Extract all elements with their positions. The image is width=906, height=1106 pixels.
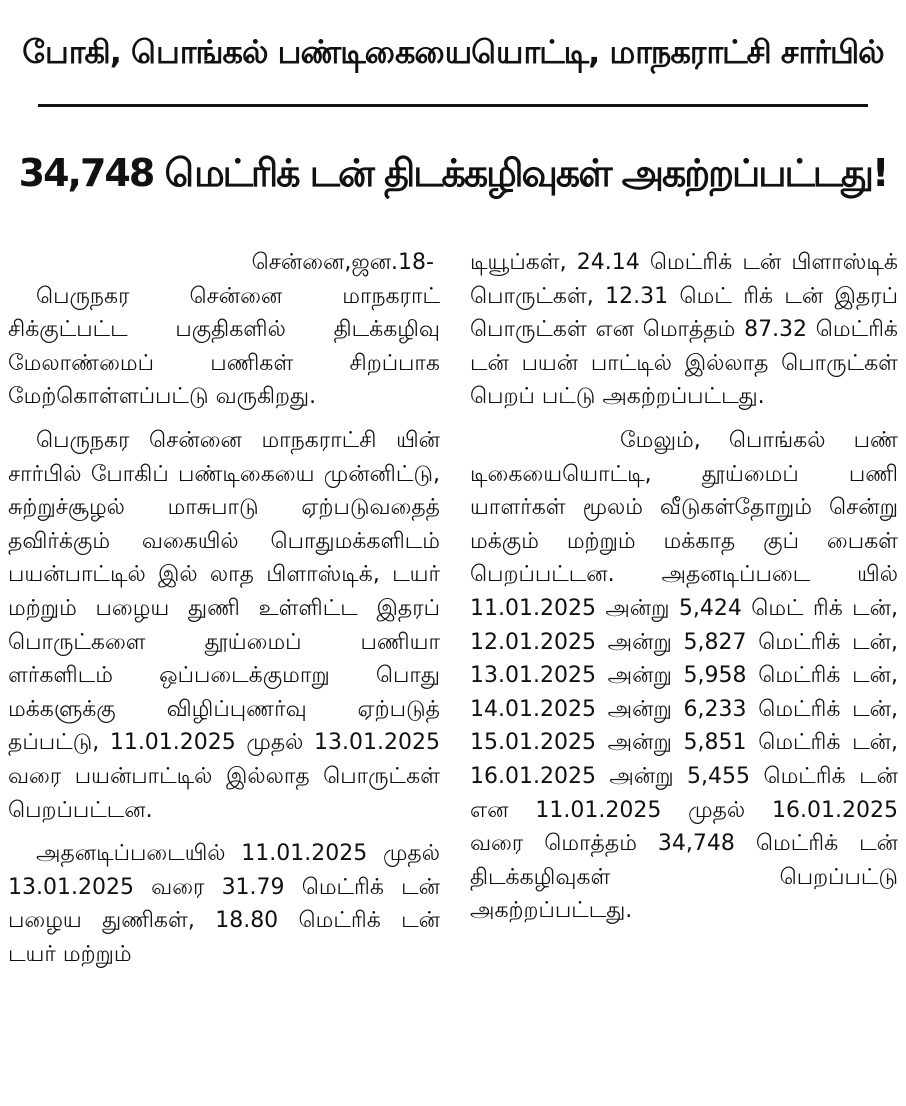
paragraph-3: அதனடிப்படையில் 11.01.2025 முதல் 13.01.2025 வரை 31.79 மெட்ரிக் டன் பழைய துணிகள், 18.80 மெட்ரிக் டன் டயர் மற்றும் <box>8 841 440 967</box>
left-column <box>8 246 440 971</box>
headline: 34,748 மெட்ரிக் டன் திடக்கழிவுகள் அகற்றப்பட்டது! <box>18 151 888 195</box>
separator-rule <box>38 104 868 107</box>
paragraph-1: பெருநகர சென்னை மாநகராட் சிக்குட்பட்ட பகுதிகளில் திடக்கழிவு மேலாண்மைப் பணிகள் சிறப்பாக மேற்கொள்ளப்பட்டு வருகிறது. <box>8 283 440 410</box>
paragraph-2: பெருநகர சென்னை மாநகராட்சி யின் சார்பில் போகிப் பண்டிகையை முன்னிட்டு, சுற்றுச்சூழல் மாசுபாடு ஏற்படுவதைத் தவிர்க்கும் வகையில் பொதுமக்களிடம் பயன்பாட்டில் இல் லாத பிளாஸ்டிக், டயர் மற்றும் பழைய துணி உள்ளிட்ட இதரப் பொருட்களை தூய்மைப் பணியா ளர்களிடம் ஒப்படைக்குமாறு பொது மக்களுக்கு விழிப்புணர்வு ஏற்படுத் தப்பட்டு, 11.01.2025 முதல் 13.01.2025 வரை பயன்பாட்டில் இல்லாத பொருட்கள் பெறப்பட்டன. <box>8 427 440 823</box>
paragraph-4: டியூப்கள், 24.14 மெட்ரிக் டன் பிளாஸ்டிக் பொருட்கள், 12.31 மெட் ரிக் டன் இதரப் பொருட்கள் என மொத்தம் 87.32 மெட்ரிக் டன் பயன் பாட்டில் இல்லாத பொருட்கள் பெறப் பட்டு அகற்றப்பட்டது. <box>470 250 898 410</box>
kicker-subheading: போகி, பொங்கல் பண்டிகையையொட்டி, மாநகராட்சி சார்பில் <box>22 33 884 71</box>
paragraph-5: மேலும், பொங்கல் பண் டிகையையொட்டி, தூய்மைப் பணி யாளர்கள் மூலம் வீடுகள்தோறும் சென்று மக்கும் மற்றும் மக்காத குப் பைகள் பெறப்பட்டன. அதனடிப்படை யில் 11.01.2025 அன்று 5,424 மெட் ரிக் டன், 12.01.2025 அன்று 5,827 மெட்ரிக் டன், 13.01.2025 அன்று 5,958 மெட்ரிக் டன், 14.01.2025 அன்று 6,233 மெட்ரிக் டன், 15.01.2025 அன்று 5,851 மெட்ரிக் டன், 16.01.2025 அன்று 5,455 மெட்ரிக் டன் என 11.01.2025 முதல் 16.01.2025 வரை மொத்தம் 34,748 மெட்ரிக் டன் திடக்கழிவுகள் பெறப்பட்டு அகற்றப்பட்டது. <box>470 427 898 924</box>
right-column <box>470 246 898 928</box>
dateline: சென்னை,ஜன.18- <box>251 250 434 275</box>
